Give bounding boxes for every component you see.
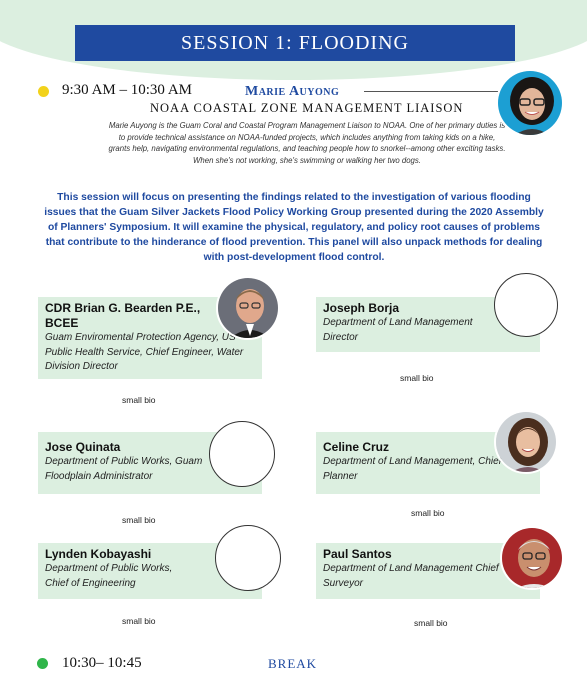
keynote-speaker-bio: Marie Auyong is the Guam Coral and Coastal Program Management Liaison to NOAA. One of her primary duties is to provide technical assistance on NOAA-funded projects, which includes anything from taking kids on a hike, grants help, navigating environmental regulations, and teaching people how to snorkel--among other exciting tasks. When she's not working, she's swimming or walking her two dogs.: [108, 121, 506, 165]
panelist-name: Celine Cruz: [323, 440, 390, 454]
panelist-bio: small bio: [414, 618, 448, 628]
panelist-name: Jose Quinata: [45, 440, 121, 454]
person-portrait-icon: [502, 528, 564, 590]
divider-line: [364, 91, 499, 92]
panelist-name: Lynden Kobayashi: [45, 547, 152, 561]
panelist-role: Department of Public Works, Chief of Engineering: [45, 563, 173, 589]
panelist-photo: [494, 410, 558, 474]
keynote-time: 9:30 AM – 10:30 AM: [62, 82, 193, 98]
panelist-role: Department of Land Management Director: [323, 317, 473, 343]
panelist-bio: small bio: [122, 515, 156, 525]
person-portrait-icon: [496, 412, 558, 474]
break-time: 10:30– 10:45: [62, 655, 142, 671]
session-description: This session will focus on presenting the findings related to the investigation of various flooding issues that the Guam Silver Jackets Flood Policy Working Group presented during the 2020 Assembly of Planners' Symposium. It will examine the physical, regulatory, and policy root causes of problems that contribute to the hinderance of flood prevention. This panel will also unpack methods for dealing with post-development flood control.: [44, 192, 544, 263]
panelist-role: Department of Land Management, Chief Planner: [323, 456, 502, 482]
break-label: BREAK: [268, 656, 318, 671]
panelist-photo-placeholder: [209, 421, 275, 487]
panelist-name: Joseph Borja: [323, 301, 400, 315]
panelist-photo-placeholder: [494, 273, 558, 337]
yellow-bullet-icon: [38, 86, 49, 97]
keynote-speaker-role: NOAA COASTAL ZONE MANAGEMENT LIAISON: [150, 101, 464, 115]
green-bullet-icon: [37, 658, 48, 669]
panelist-role: Guam Enviromental Protection Agency, US Public Health Service, Chief Engineer, Water Division Director: [45, 332, 244, 372]
panelist-photo: [500, 526, 564, 590]
panelist-role: Department of Land Management Chief Surveyor: [323, 563, 499, 589]
person-portrait-icon: [498, 71, 564, 137]
keynote-speaker-photo: [496, 69, 564, 137]
session-banner: [75, 25, 515, 61]
panelist-photo-placeholder: [215, 525, 281, 591]
panelist-bio: small bio: [400, 373, 434, 383]
keynote-speaker-name: Marie Auyong: [245, 84, 340, 99]
session-title: SESSION 1: FLOODING: [181, 31, 409, 54]
person-portrait-icon: [218, 278, 280, 340]
panelist-name: Paul Santos: [323, 547, 392, 561]
panelist-bio: small bio: [122, 616, 156, 626]
panelist-role: Department of Public Works, Guam Floodplain Administrator: [45, 456, 203, 482]
panelist-name: CDR Brian G. Bearden P.E., BCEE: [45, 301, 201, 330]
panelist-bio: small bio: [122, 395, 156, 405]
panelist-photo: [216, 276, 280, 340]
panelist-bio: small bio: [411, 508, 445, 518]
